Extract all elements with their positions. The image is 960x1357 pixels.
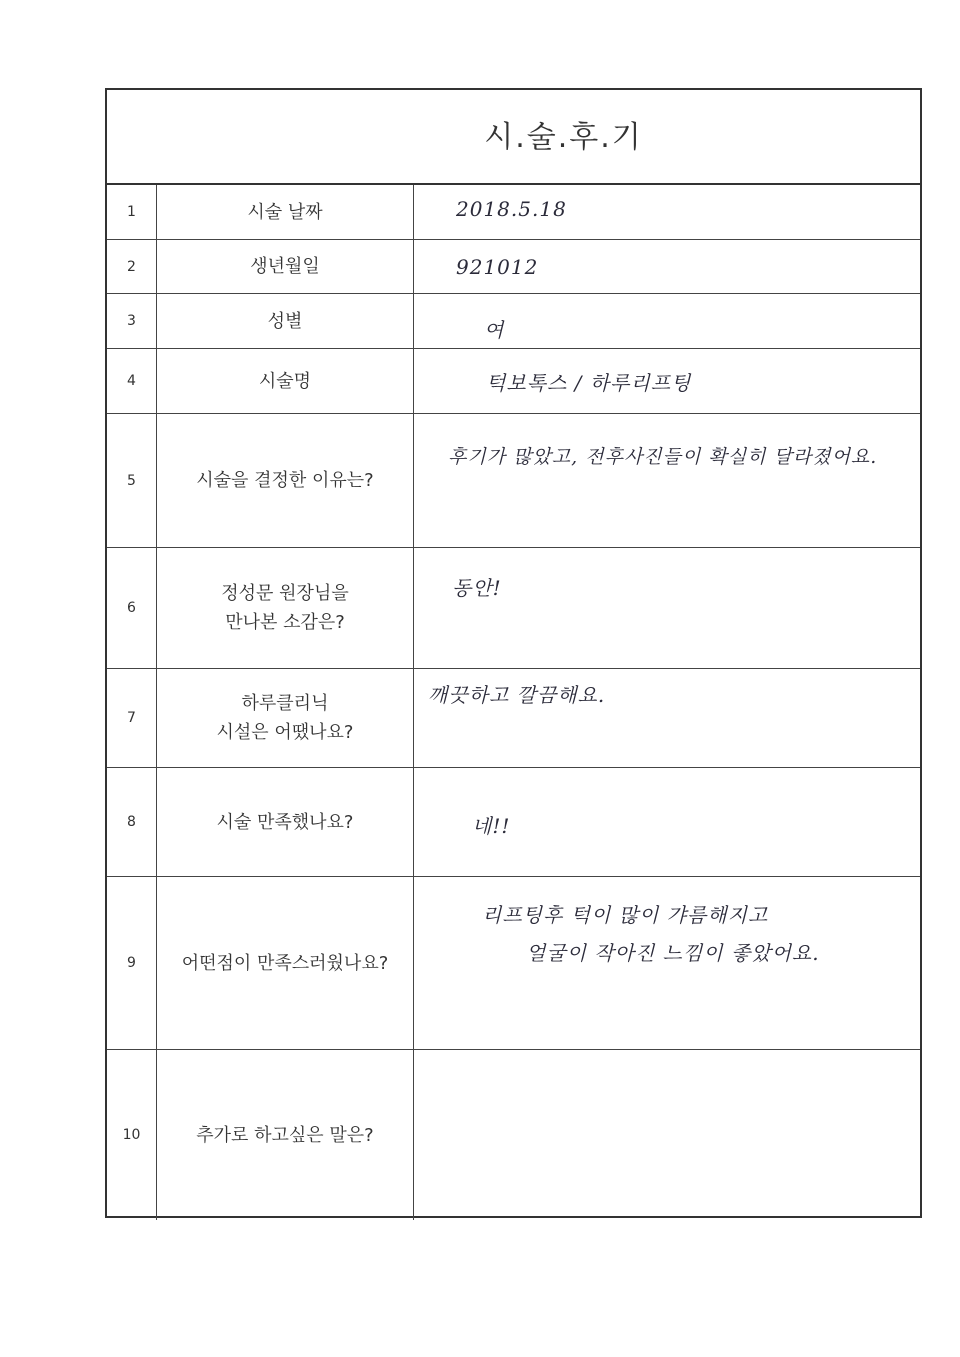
handwritten-answer: 여 bbox=[484, 318, 505, 342]
row-number: 7 bbox=[107, 669, 157, 767]
row-answer bbox=[414, 414, 920, 547]
row-number: 2 bbox=[107, 240, 157, 293]
handwritten-answer: 2018.5.18 bbox=[456, 197, 567, 221]
form-row bbox=[107, 768, 920, 877]
row-question: 시술을 결정한 이유는? bbox=[157, 414, 414, 547]
row-answer bbox=[414, 768, 920, 876]
row-question: 시술명 bbox=[157, 349, 414, 413]
handwritten-answer: 후기가 많았고, 전후사진들이 확실히 달라졌어요. bbox=[448, 446, 878, 468]
form-row bbox=[107, 877, 920, 1050]
handwritten-answer: 깨끗하고 깔끔해요. bbox=[428, 683, 606, 707]
row-number: 1 bbox=[107, 185, 157, 239]
row-answer bbox=[414, 877, 920, 1049]
handwritten-answer: 얼굴이 작아진 느낌이 좋았어요. bbox=[526, 941, 820, 965]
form-title: 시.술.후.기 bbox=[484, 120, 643, 155]
form-row bbox=[107, 414, 920, 548]
row-number: 8 bbox=[107, 768, 157, 876]
row-number: 6 bbox=[107, 548, 157, 668]
row-question: 시술 날짜 bbox=[157, 185, 414, 239]
row-question: 하루클리닉 시설은 어땠나요? bbox=[157, 669, 414, 767]
row-number: 3 bbox=[107, 294, 157, 348]
form-row bbox=[107, 548, 920, 669]
row-question: 성별 bbox=[157, 294, 414, 348]
row-answer bbox=[414, 185, 920, 239]
handwritten-answer: 921012 bbox=[456, 255, 539, 279]
handwritten-answer: 동안! bbox=[452, 576, 502, 600]
row-answer bbox=[414, 294, 920, 348]
row-answer bbox=[414, 349, 920, 413]
row-number: 4 bbox=[107, 349, 157, 413]
row-question: 어떤점이 만족스러웠나요? bbox=[157, 877, 414, 1049]
row-number: 9 bbox=[107, 877, 157, 1049]
form-row bbox=[107, 349, 920, 414]
row-question: 생년월일 bbox=[157, 240, 414, 293]
handwritten-answer: 턱보톡스 / 하루리프팅 bbox=[486, 371, 692, 395]
form-row bbox=[107, 669, 920, 768]
row-number: 10 bbox=[107, 1050, 157, 1220]
form-row bbox=[107, 1050, 920, 1220]
row-answer bbox=[414, 669, 920, 767]
form-row bbox=[107, 240, 920, 294]
row-question: 정성문 원장님을 만나본 소감은? bbox=[157, 548, 414, 668]
form-row bbox=[107, 185, 920, 240]
row-answer bbox=[414, 548, 920, 668]
review-form bbox=[105, 88, 922, 1218]
form-row bbox=[107, 294, 920, 349]
handwritten-answer: 네!! bbox=[472, 814, 511, 838]
row-answer bbox=[414, 1050, 920, 1220]
row-number: 5 bbox=[107, 414, 157, 547]
title-row bbox=[107, 90, 920, 185]
handwritten-answer: 리프팅후 턱이 많이 갸름해지고 bbox=[482, 903, 769, 927]
row-answer bbox=[414, 240, 920, 293]
row-question: 추가로 하고싶은 말은? bbox=[157, 1050, 414, 1220]
row-question: 시술 만족했나요? bbox=[157, 768, 414, 876]
